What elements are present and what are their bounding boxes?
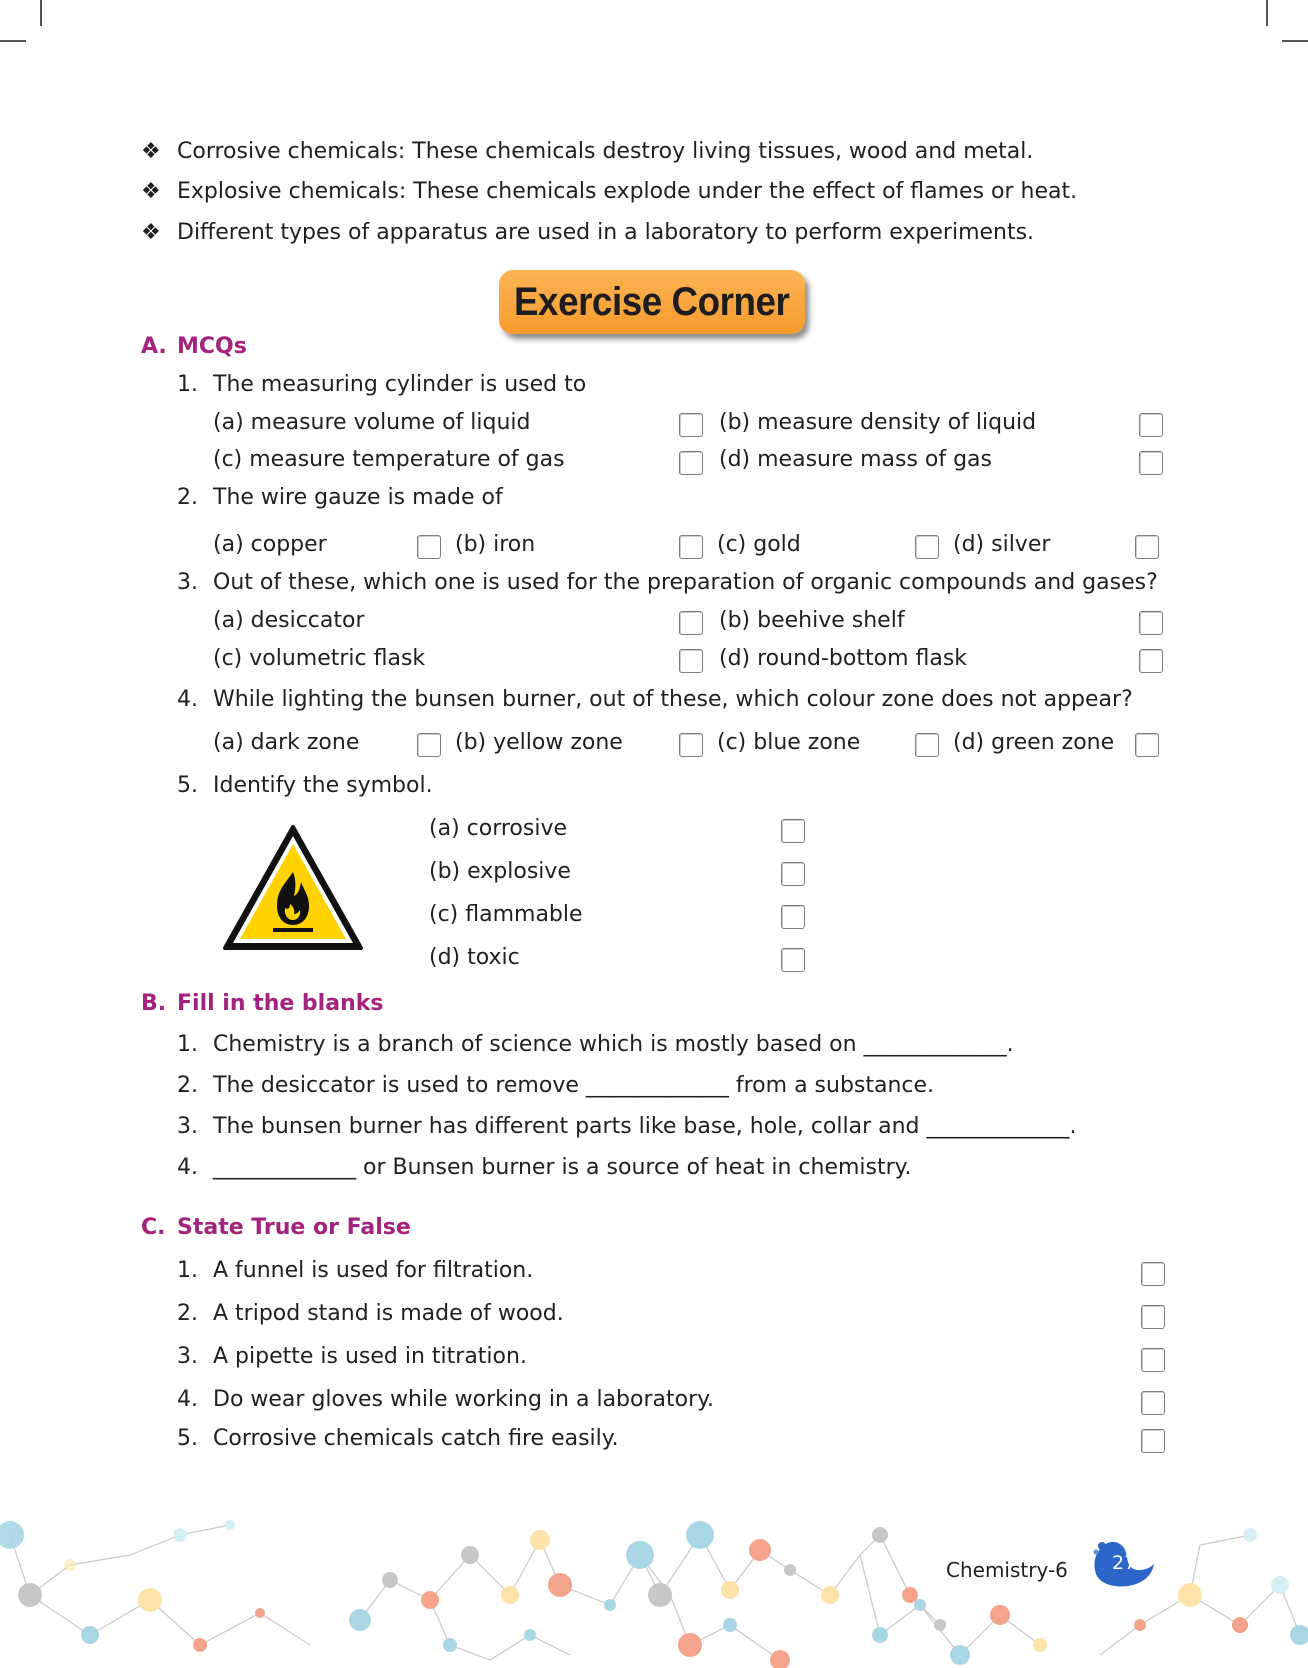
answer-checkbox[interactable] — [915, 733, 939, 757]
flammable-warning-icon — [222, 824, 364, 952]
book-title: Chemistry-6 — [946, 1558, 1068, 1582]
answer-checkbox[interactable] — [679, 649, 703, 673]
blank-line[interactable]: _____________ — [926, 1114, 1070, 1139]
question-text: Out of these, which one is used for the preparation of organic compounds and gases? — [213, 570, 1158, 595]
option-label: (b) explosive — [429, 859, 571, 884]
answer-checkbox[interactable] — [679, 451, 703, 475]
sentence-text: . — [1069, 1114, 1077, 1139]
answer-checkbox[interactable] — [781, 862, 805, 886]
exercise-corner-banner — [499, 270, 805, 334]
item-number: 1. — [177, 1258, 198, 1283]
item-number: 4. — [177, 1155, 198, 1180]
statement-text: Do wear gloves while working in a laboratory. — [213, 1387, 715, 1412]
answer-checkbox[interactable] — [417, 733, 441, 757]
page-number: 27 — [1112, 1552, 1137, 1574]
sentence-text: from a substance. — [735, 1073, 935, 1098]
item-number: 2. — [177, 1301, 198, 1326]
option-label: (d) measure mass of gas — [719, 447, 993, 472]
true-false-checkbox[interactable] — [1141, 1348, 1165, 1372]
section-b-letter: B. — [141, 991, 167, 1016]
answer-checkbox[interactable] — [1135, 535, 1159, 559]
question-text: Identify the symbol. — [213, 773, 433, 798]
answer-checkbox[interactable] — [781, 905, 805, 929]
answer-checkbox[interactable] — [679, 733, 703, 757]
page-title: Exercise Corner — [514, 279, 790, 324]
statement-text: A pipette is used in titration. — [213, 1344, 527, 1369]
option-label: (d) green zone — [953, 730, 1115, 755]
fill-blank-sentence — [213, 1116, 1077, 1138]
answer-checkbox[interactable] — [1139, 649, 1163, 673]
question-text: The wire gauze is made of — [213, 485, 503, 510]
option-label: (a) corrosive — [429, 816, 568, 841]
fill-blank-sentence — [213, 1075, 934, 1097]
option-label: (d) silver — [953, 532, 1051, 557]
section-a-letter: A. — [141, 334, 167, 359]
blank-line[interactable]: _____________ — [213, 1155, 356, 1180]
question-number: 1. — [177, 372, 198, 397]
question-number: 2. — [177, 485, 198, 510]
sentence-text: The bunsen burner has different parts like base, hole, collar and — [213, 1114, 920, 1139]
item-number: 5. — [177, 1426, 198, 1451]
bullet-icon: ❖ — [141, 139, 161, 164]
fill-blank-sentence — [213, 1034, 1014, 1056]
sentence-text: Chemistry is a branch of science which is mostly based on — [213, 1032, 857, 1057]
section-c-letter: C. — [141, 1215, 166, 1240]
bullet-item: Corrosive chemicals: These chemicals destroy living tissues, wood and metal. — [177, 139, 1034, 164]
question-number: 3. — [177, 570, 198, 595]
answer-checkbox[interactable] — [1139, 413, 1163, 437]
true-false-checkbox[interactable] — [1141, 1429, 1165, 1453]
true-false-checkbox[interactable] — [1141, 1391, 1165, 1415]
answer-checkbox[interactable] — [679, 413, 703, 437]
true-false-checkbox[interactable] — [1141, 1305, 1165, 1329]
item-number: 4. — [177, 1387, 198, 1412]
option-label: (b) yellow zone — [455, 730, 623, 755]
answer-checkbox[interactable] — [1139, 451, 1163, 475]
option-label: (b) beehive shelf — [719, 608, 905, 633]
crop-mark-top-right-vertical — [1266, 0, 1268, 26]
option-label: (c) flammable — [429, 902, 583, 927]
crop-mark-top-right-horizontal — [1282, 40, 1308, 42]
item-number: 3. — [177, 1344, 198, 1369]
statement-text: A funnel is used for filtration. — [213, 1258, 534, 1283]
question-number: 5. — [177, 773, 198, 798]
blank-line[interactable]: _____________ — [585, 1073, 729, 1098]
section-a-heading: MCQs — [177, 334, 247, 359]
option-label: (b) measure density of liquid — [719, 410, 1037, 435]
answer-checkbox[interactable] — [915, 535, 939, 559]
item-number: 1. — [177, 1032, 198, 1057]
fill-blank-sentence — [213, 1157, 912, 1179]
statement-text: Corrosive chemicals catch fire easily. — [213, 1426, 619, 1451]
option-label: (a) desiccator — [213, 608, 365, 633]
sentence-text: The desiccator is used to remove — [213, 1073, 579, 1098]
bullet-item: Explosive chemicals: These chemicals explode under the effect of flames or heat. — [177, 179, 1078, 204]
crop-mark-top-left-vertical — [40, 0, 42, 26]
option-label: (d) toxic — [429, 945, 520, 970]
bullet-item: Different types of apparatus are used in a laboratory to perform experiments. — [177, 220, 1035, 245]
item-number: 3. — [177, 1114, 198, 1139]
answer-checkbox[interactable] — [1135, 733, 1159, 757]
sentence-text: or Bunsen burner is a source of heat in chemistry. — [363, 1155, 912, 1180]
bullet-icon: ❖ — [141, 220, 161, 245]
option-label: (a) measure volume of liquid — [213, 410, 531, 435]
true-false-checkbox[interactable] — [1141, 1262, 1165, 1286]
question-text: The measuring cylinder is used to — [213, 372, 587, 397]
option-label: (c) volumetric flask — [213, 646, 426, 671]
option-label: (a) dark zone — [213, 730, 360, 755]
option-label: (c) blue zone — [717, 730, 861, 755]
page-number-badge — [1088, 1540, 1158, 1590]
question-text: While lighting the bunsen burner, out of these, which colour zone does not appear? — [213, 687, 1133, 712]
option-label: (c) gold — [717, 532, 801, 557]
section-b-heading: Fill in the blanks — [177, 991, 384, 1016]
answer-checkbox[interactable] — [781, 819, 805, 843]
blank-line[interactable]: _____________ — [863, 1032, 1007, 1057]
question-number: 4. — [177, 687, 198, 712]
option-label: (d) round-bottom flask — [719, 646, 968, 671]
answer-checkbox[interactable] — [1139, 611, 1163, 635]
bullet-icon: ❖ — [141, 179, 161, 204]
item-number: 2. — [177, 1073, 198, 1098]
crop-mark-top-left-horizontal — [0, 40, 26, 42]
answer-checkbox[interactable] — [781, 948, 805, 972]
option-label: (a) copper — [213, 532, 327, 557]
answer-checkbox[interactable] — [417, 535, 441, 559]
option-label: (b) iron — [455, 532, 536, 557]
section-c-heading: State True or False — [177, 1215, 411, 1240]
answer-checkbox[interactable] — [679, 611, 703, 635]
answer-checkbox[interactable] — [679, 535, 703, 559]
statement-text: A tripod stand is made of wood. — [213, 1301, 564, 1326]
sentence-text: . — [1006, 1032, 1014, 1057]
option-label: (c) measure temperature of gas — [213, 447, 565, 472]
